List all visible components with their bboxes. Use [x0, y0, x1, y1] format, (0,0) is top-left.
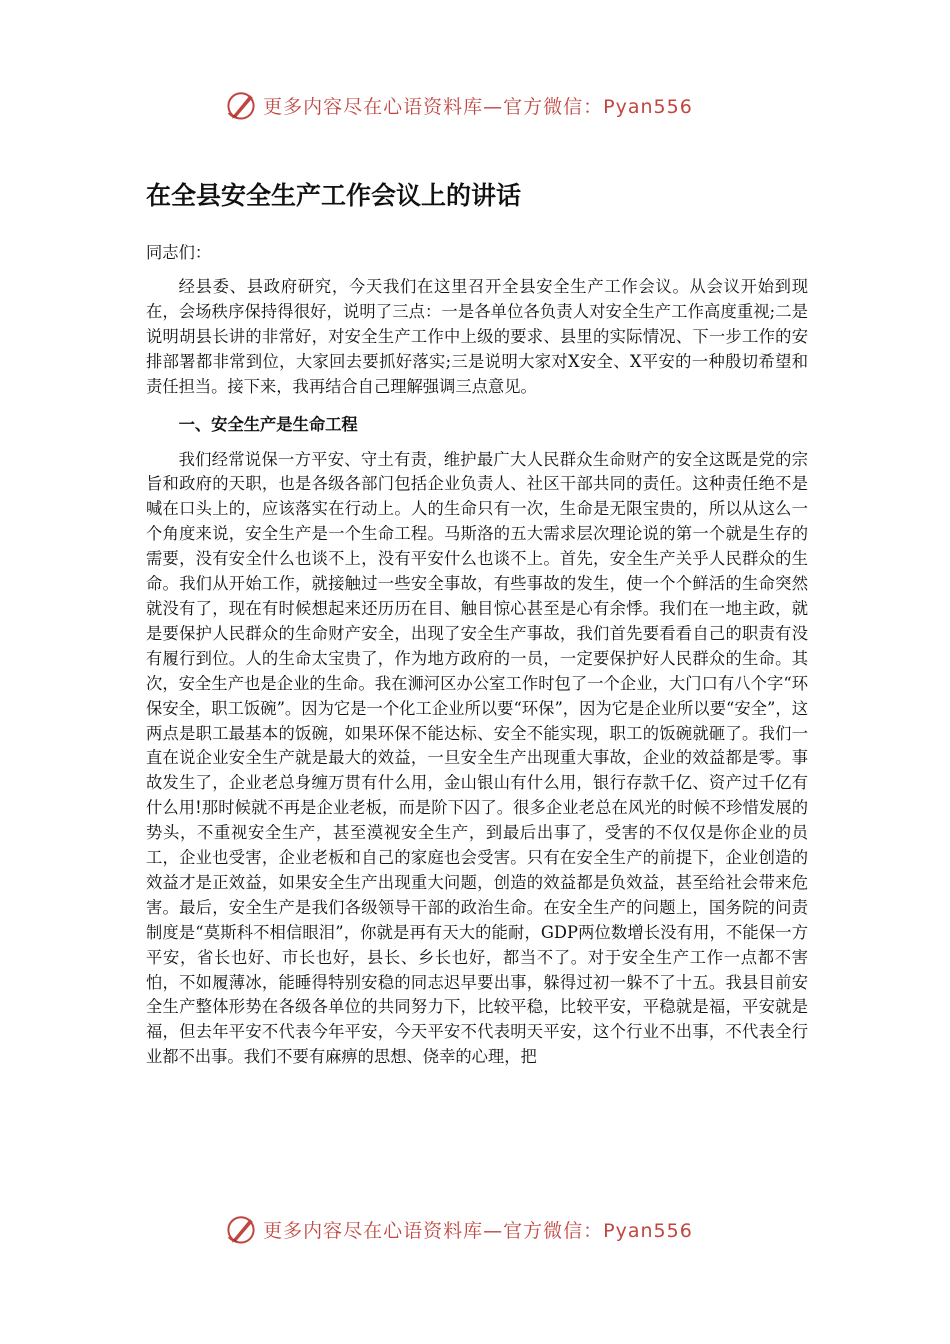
intro-paragraph: 经县委、县政府研究，今天我们在这里召开全县安全生产工作会议。从会议开始到现在，会场秩序保持得很好，说明了三点：一是各单位各负责人对安全生产工作高度重视;二是说明胡县长讲的非常好，对安全生产工作中上级的要求、县里的实际情况、下一步工作的安排部署都非常到位，大家回去要抓好落实;三是说明大家对X安全、X平安的一种殷切希望和责任担当。接下来，我再结合自己理解强调三点意见。	[146, 277, 808, 396]
watermark-text: 更多内容尽在心语资料库—官方微信：Pyan556	[263, 1219, 693, 1242]
pen-circle-logo-icon	[223, 87, 259, 123]
document-title: 在全县安全生产工作会议上的讲话	[146, 181, 522, 210]
section-heading-1: 一、安全生产是生命工程	[178, 414, 358, 434]
footer-watermark	[0, 1206, 950, 1252]
pen-circle-logo-icon	[223, 1211, 259, 1247]
header-watermark	[0, 82, 950, 128]
section-1-paragraph: 我们经常说保一方平安、守土有责，维护最广大人民群众生命财产的安全这既是党的宗旨和政府的天职，也是各级各部门包括企业负责人、社区干部共同的责任。这种责任绝不是喊在口头上的，应该落实在行动上。人的生命只有一次，生命是无限宝贵的，所以从这么一个角度来说，安全生产是一个生命工程。马斯洛的五大需求层次理论说的第一个就是生存的需要，没有安全什么也谈不上，没有平安什么也谈不上。首先，安全生产关乎人民群众的生命。我们从开始工作，就接触过一些安全事故，有些事故的发生，使一个个鲜活的生命突然就没有了，现在有时候想起来还历历在目、触目惊心甚至是心有余悸。我们在一地主政，就是要保护人民群众的生命财产安全，出现了安全生产事故，我们首先要看看自己的职责有没有履行到位。人的生命太宝贵了，作为地方政府的一员，一定要保护好人民群众的生命。其次，安全生产也是企业的生命。我在浉河区办公室工作时包了一个企业，大门口有八个字“环保安全，职工饭碗”。因为它是一个化工企业所以要“环保”，因为它是企业所以要“安全”，这两点是职工最基本的饭碗，如果环保不能达标、安全不能实现，职工的饭碗就砸了。我们一直在说企业安全生产就是最大的效益，一旦安全生产出现重大事故，企业的效益都是零。事故发生了，企业老总身缠万贯有什么用，金山银山有什么用，银行存款千亿、资产过千亿有什么用!那时候就不再是企业老板，而是阶下囚了。很多企业老总在风光的时候不珍惜发展的势头，不重视安全生产，甚至漠视安全生产，到最后出事了，受害的不仅仅是你企业的员工，企业也受害，企业老板和自己的家庭也会受害。只有在安全生产的前提下，企业创造的效益才是正效益，如果安全生产出现重大问题，创造的效益都是负效益，甚至给社会带来危害。最后，安全生产是我们各级领导干部的政治生命。在安全生产的问题上，国务院的问责制度是“莫斯科不相信眼泪”，你就是再有天大的能耐，GDP两位数增长没有用，不能保一方平安，省长也好、市长也好，县长、乡长也好，都当不了。对于安全生产工作一点都不害怕，不如履薄冰，能睡得特别安稳的同志迟早要出事，躲得过初一躲不了十五。我县目前安全生产整体形势在各级各单位的共同努力下，比较平稳，比较平安，平稳就是福，平安就是福，但去年平安不代表今年平安，今天平安不代表明天平安，这个行业不出事，不代表全行业都不出事。我们不要有麻痹的思想、侥幸的心理，把	[146, 449, 808, 1067]
greeting: 同志们：	[146, 243, 212, 262]
document-body	[146, 176, 808, 1070]
watermark-text: 更多内容尽在心语资料库—官方微信：Pyan556	[263, 95, 693, 118]
